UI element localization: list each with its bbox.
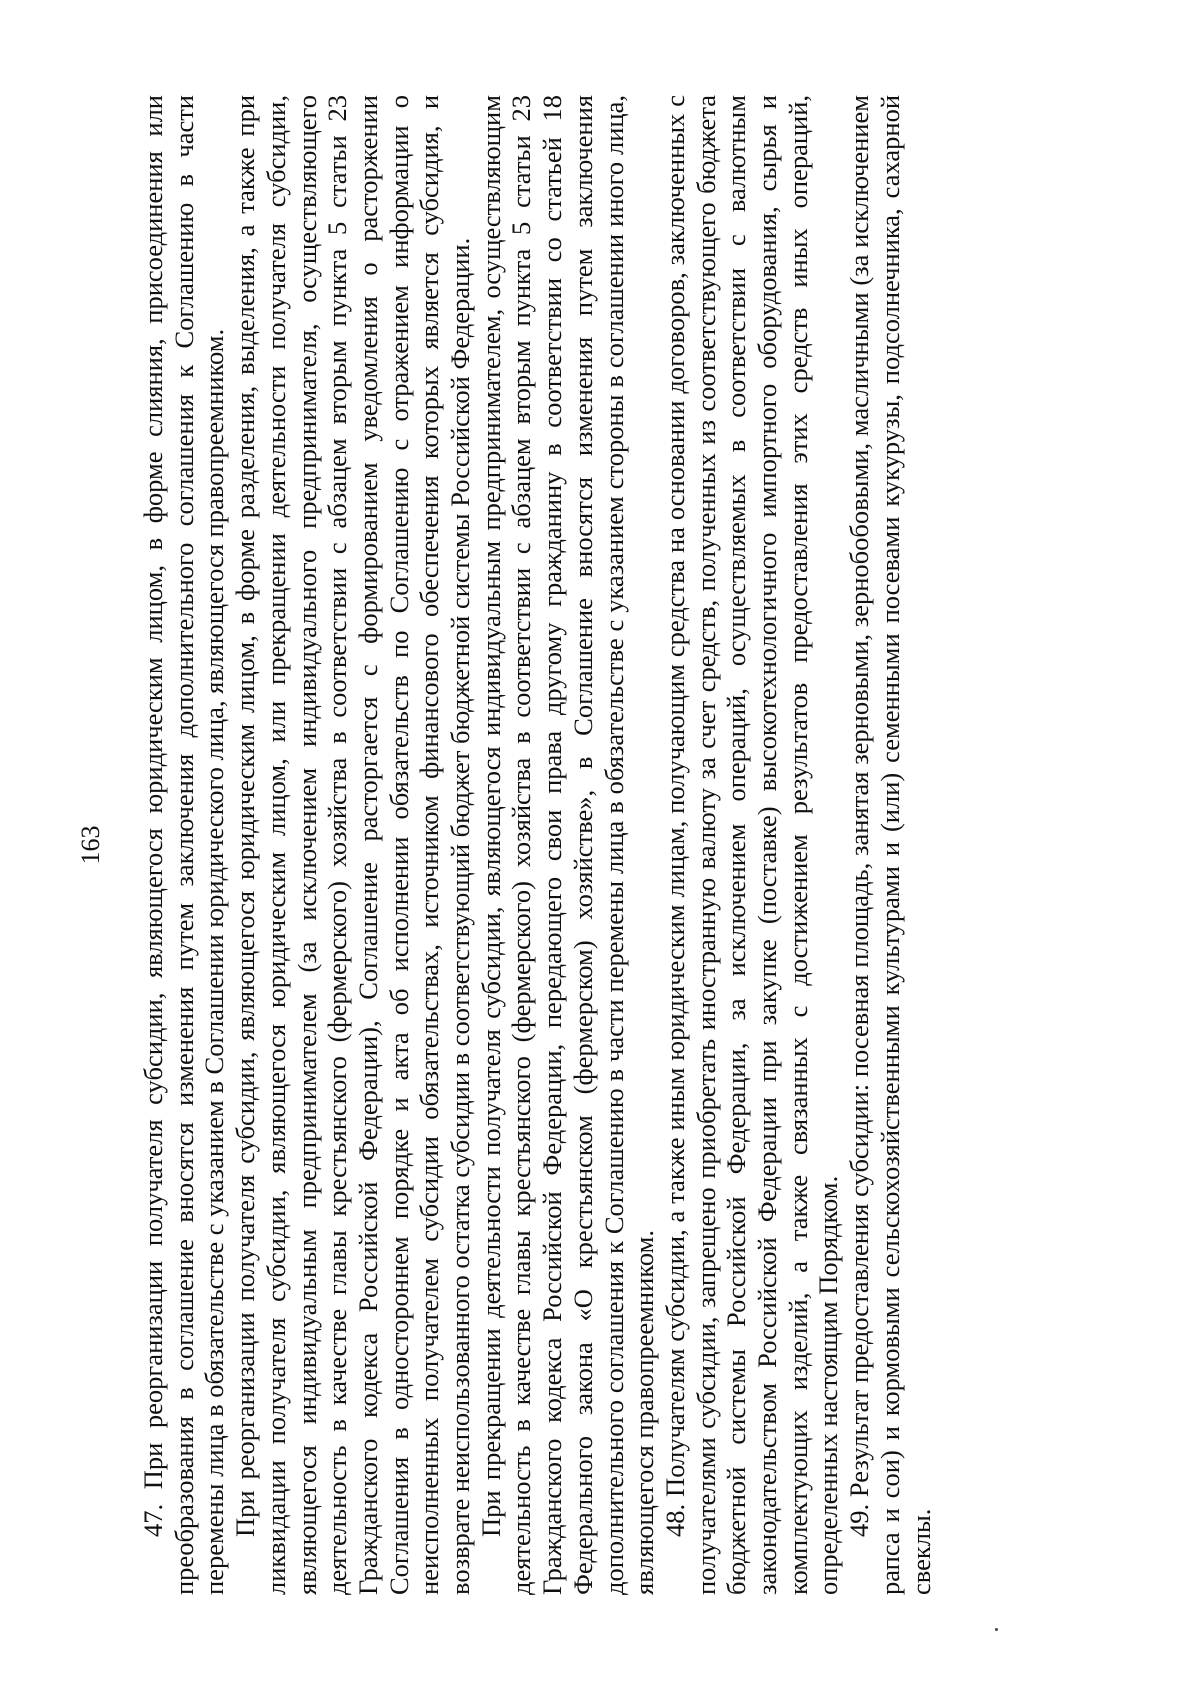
document-body — [138, 95, 936, 1595]
rotated-page-content — [76, 95, 1058, 1595]
paragraph-47-reorganization: При реорганизации получателя субсидии, являющегося юридическим лицом, в форме разделения, выделения, а также при ликвидации получателя субсидии, являющегося юридическим лицом, или прекращении деятельности получателя субсидии, являющегося индивидуальным предпринимателем (за исключением индивидуального предпринимателя, осуществляющего деятельность в качестве главы крестьянского (фермерского) хозяйства в соответствии с абзацем вторым пункта 5 статьи 23 Гражданского кодекса Российской Федерации), Соглашение расторгается с формированием уведомления о расторжении Соглашения в одностороннем порядке и акта об исполнении обязательств по Соглашению с отражением информации о неисполненных получателем субсидии обязательствах, источником финансового обеспечения которых является субсидия, и возврате неиспользованного остатка субсидии в соответствующий бюджет бюджетной системы Российской Федерации. — [230, 95, 476, 1595]
paragraph-47: 47. При реорганизации получателя субсидии, являющегося юридическим лицом, в форме слияния, присоединения или преобразования в соглашение вносятся изменения путем заключения дополнительного соглашения к Соглашению в части перемены лица в обязательстве с указанием в Соглашении юридического лица, являющегося правопреемником. — [138, 95, 230, 1595]
paragraph-48: 48. Получателям субсидии, а также иным юридическим лицам, получающим средства на основании договоров, заключенных с получателями субсидии, запрещено приобретать иностранную валюту за счет средств, полученных из соответствующего бюджета бюджетной системы Российской Федерации, за исключением операций, осуществляемых в соответствии с валютным законодательством Российской Федерации при закупке (поставке) высокотехнологичного импортного оборудования, сырья и комплектующих изделий, а также связанных с достижением результатов предоставления этих средств иных операций, определенных настоящим Порядком. — [659, 95, 844, 1595]
paragraph-47-termination: При прекращении деятельности получателя субсидии, являющегося индивидуальным предпринимателем, осуществляющим деятельность в качестве главы крестьянского (фермерского) хозяйства в соответствии с абзацем вторым пункта 5 статьи 23 Гражданского кодекса Российской Федерации, передающего свои права другому гражданину в соответствии со статьей 18 Федерального закона «О крестьянском (фермерском) хозяйстве», в Соглашение вносятся изменения путем заключения дополнительного соглашения к Соглашению в части перемены лица в обязательстве с указанием стороны в соглашении иного лица, являющегося правопреемником. — [475, 95, 660, 1595]
paragraph-49: 49. Результат предоставления субсидии: посевная площадь, занятая зерновыми, зернобобовыми, масличными (за исключением рапса и сои) и кормовыми сельскохозяйственными культурами и (или) семенными посевами кукурузы, подсолнечника, сахарной свеклы. — [844, 95, 936, 1595]
page-number: 163 — [76, 825, 105, 865]
scan-speck — [995, 1628, 998, 1631]
